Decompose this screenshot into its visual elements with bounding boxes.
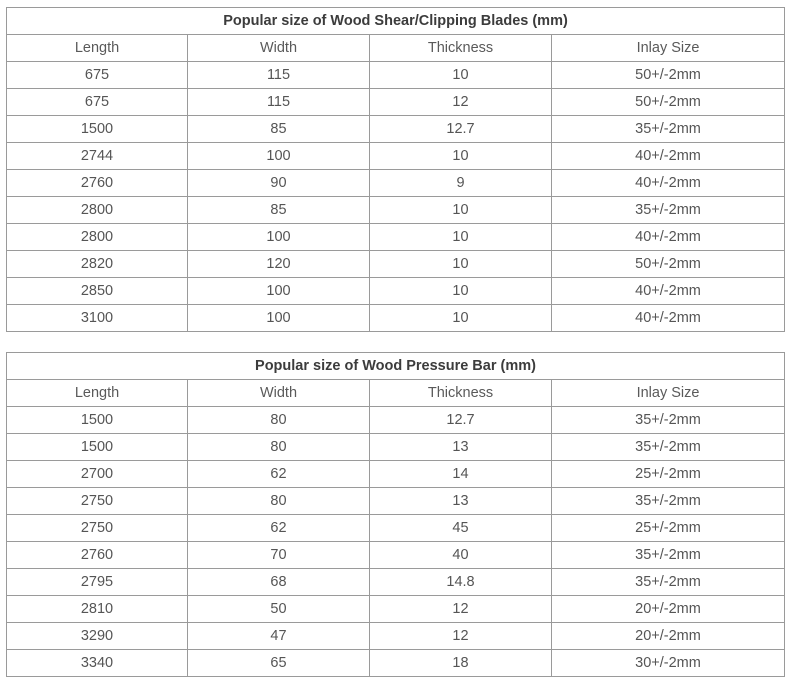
table-header-row xyxy=(7,35,785,62)
shear-blades-table xyxy=(6,7,785,332)
table-cell: 1500 xyxy=(7,434,188,461)
table-cell: 2800 xyxy=(7,197,188,224)
table-header-row xyxy=(7,380,785,407)
table-cell: 2750 xyxy=(7,488,188,515)
table-cell: 1500 xyxy=(7,116,188,143)
table-title-row xyxy=(7,8,785,35)
table-row xyxy=(7,251,785,278)
table-cell: 2744 xyxy=(7,143,188,170)
table-cell: 30+/-2mm xyxy=(552,650,785,677)
table-row xyxy=(7,542,785,569)
table-cell: 9 xyxy=(370,170,552,197)
column-header: Thickness xyxy=(370,380,552,407)
table-cell: 40+/-2mm xyxy=(552,224,785,251)
table-cell: 47 xyxy=(188,623,370,650)
table-cell: 115 xyxy=(188,62,370,89)
table-cell: 40+/-2mm xyxy=(552,278,785,305)
table-cell: 35+/-2mm xyxy=(552,542,785,569)
table-row xyxy=(7,623,785,650)
table-cell: 85 xyxy=(188,116,370,143)
table-cell: 20+/-2mm xyxy=(552,596,785,623)
table-cell: 35+/-2mm xyxy=(552,116,785,143)
table-cell: 2810 xyxy=(7,596,188,623)
column-header: Length xyxy=(7,35,188,62)
table-cell: 13 xyxy=(370,488,552,515)
table-cell: 62 xyxy=(188,461,370,488)
table-cell: 25+/-2mm xyxy=(552,515,785,542)
table-row xyxy=(7,407,785,434)
table-cell: 35+/-2mm xyxy=(552,488,785,515)
table-row xyxy=(7,434,785,461)
table-cell: 35+/-2mm xyxy=(552,197,785,224)
table-title-row xyxy=(7,353,785,380)
table-cell: 35+/-2mm xyxy=(552,569,785,596)
table-cell: 40+/-2mm xyxy=(552,170,785,197)
table-cell: 10 xyxy=(370,197,552,224)
table-cell: 50 xyxy=(188,596,370,623)
table-cell: 10 xyxy=(370,62,552,89)
table-cell: 2850 xyxy=(7,278,188,305)
table-cell: 10 xyxy=(370,305,552,332)
table-cell: 13 xyxy=(370,434,552,461)
table-cell: 1500 xyxy=(7,407,188,434)
table-row xyxy=(7,569,785,596)
table-cell: 35+/-2mm xyxy=(552,434,785,461)
table-row xyxy=(7,488,785,515)
table-cell: 10 xyxy=(370,143,552,170)
table-body xyxy=(7,407,785,677)
table-cell: 85 xyxy=(188,197,370,224)
table-cell: 14.8 xyxy=(370,569,552,596)
table-title: Popular size of Wood Pressure Bar (mm) xyxy=(7,353,785,380)
table-cell: 675 xyxy=(7,62,188,89)
table-cell: 50+/-2mm xyxy=(552,251,785,278)
table-cell: 120 xyxy=(188,251,370,278)
table-cell: 12 xyxy=(370,89,552,116)
table-cell: 45 xyxy=(370,515,552,542)
column-header: Width xyxy=(188,35,370,62)
table-row xyxy=(7,650,785,677)
table-cell: 100 xyxy=(188,143,370,170)
column-header: Length xyxy=(7,380,188,407)
table-cell: 2760 xyxy=(7,170,188,197)
table-cell: 18 xyxy=(370,650,552,677)
table-row xyxy=(7,62,785,89)
table-row xyxy=(7,224,785,251)
table-cell: 3340 xyxy=(7,650,188,677)
table-row xyxy=(7,461,785,488)
table-cell: 2760 xyxy=(7,542,188,569)
table-cell: 20+/-2mm xyxy=(552,623,785,650)
table-cell: 40+/-2mm xyxy=(552,143,785,170)
table-cell: 100 xyxy=(188,305,370,332)
table-cell: 25+/-2mm xyxy=(552,461,785,488)
table-row xyxy=(7,116,785,143)
table-cell: 2795 xyxy=(7,569,188,596)
table-cell: 2800 xyxy=(7,224,188,251)
table-cell: 2700 xyxy=(7,461,188,488)
table-row xyxy=(7,197,785,224)
table-cell: 80 xyxy=(188,407,370,434)
table-cell: 35+/-2mm xyxy=(552,407,785,434)
table-cell: 12 xyxy=(370,596,552,623)
table-cell: 50+/-2mm xyxy=(552,62,785,89)
table-row xyxy=(7,515,785,542)
table-row xyxy=(7,305,785,332)
table-row xyxy=(7,89,785,116)
table-cell: 100 xyxy=(188,278,370,305)
table-cell: 10 xyxy=(370,278,552,305)
column-header: Width xyxy=(188,380,370,407)
table-cell: 40 xyxy=(370,542,552,569)
table-cell: 62 xyxy=(188,515,370,542)
table-cell: 10 xyxy=(370,224,552,251)
table-cell: 14 xyxy=(370,461,552,488)
table-cell: 115 xyxy=(188,89,370,116)
table-cell: 65 xyxy=(188,650,370,677)
table-row xyxy=(7,596,785,623)
table-title: Popular size of Wood Shear/Clipping Blades (mm) xyxy=(7,8,785,35)
table-cell: 3100 xyxy=(7,305,188,332)
table-cell: 675 xyxy=(7,89,188,116)
table-cell: 3290 xyxy=(7,623,188,650)
column-header: Inlay Size xyxy=(552,35,785,62)
table-row xyxy=(7,278,785,305)
table-cell: 2820 xyxy=(7,251,188,278)
table-cell: 12.7 xyxy=(370,407,552,434)
table-cell: 100 xyxy=(188,224,370,251)
column-header: Inlay Size xyxy=(552,380,785,407)
pressure-bar-table xyxy=(6,352,785,677)
table-cell: 12.7 xyxy=(370,116,552,143)
table-cell: 40+/-2mm xyxy=(552,305,785,332)
table-body xyxy=(7,62,785,332)
table-cell: 50+/-2mm xyxy=(552,89,785,116)
table-cell: 68 xyxy=(188,569,370,596)
table-cell: 2750 xyxy=(7,515,188,542)
table-row xyxy=(7,170,785,197)
column-header: Thickness xyxy=(370,35,552,62)
table-cell: 90 xyxy=(188,170,370,197)
table-cell: 70 xyxy=(188,542,370,569)
table-row xyxy=(7,143,785,170)
table-cell: 80 xyxy=(188,488,370,515)
table-cell: 80 xyxy=(188,434,370,461)
table-cell: 10 xyxy=(370,251,552,278)
table-cell: 12 xyxy=(370,623,552,650)
